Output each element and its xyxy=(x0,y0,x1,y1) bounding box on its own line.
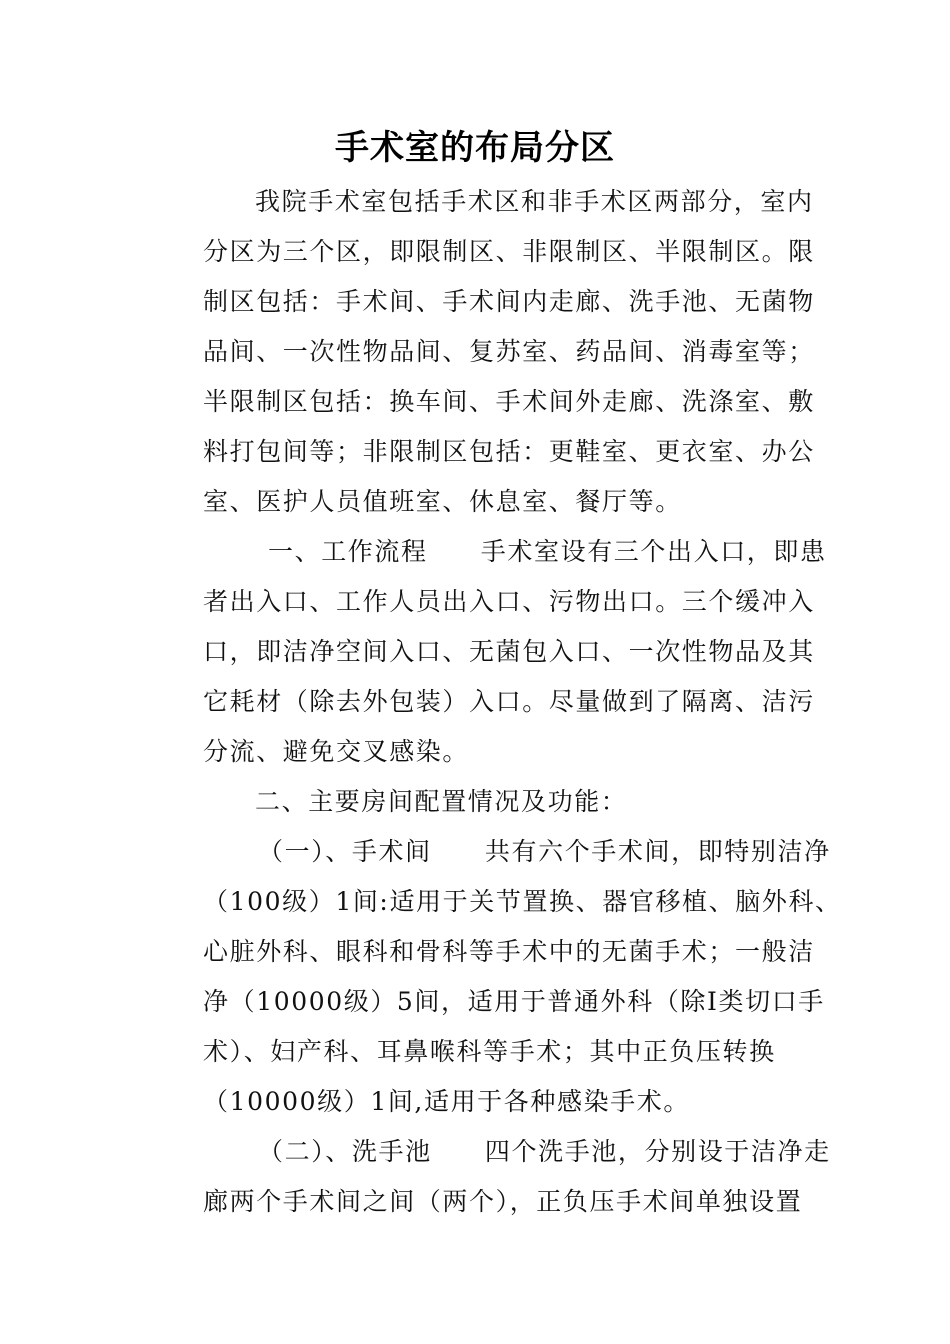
body-line-6: 料打包间等；非限制区包括：更鞋室、更衣室、办公 xyxy=(203,437,815,466)
body-line-4: 品间、一次性物品间、复苏室、药品间、消毒室等； xyxy=(203,337,815,366)
subsection-operating-rooms: （一）、手术间 共有六个手术间，即特别洁净 xyxy=(258,837,831,866)
body-line-9: 者出入口、工作人员出入口、污物出口。三个缓冲入 xyxy=(203,587,815,616)
body-line-18: 术）、妇产科、耳鼻喉科等手术；其中正负压转换 xyxy=(203,1037,776,1066)
body-line-19: （10000级）1间,适用于各种感染手术。 xyxy=(203,1087,690,1116)
body-line-3: 制区包括：手术间、手术间内走廊、洗手池、无菌物 xyxy=(203,287,815,316)
body-line-7: 室、医护人员值班室、休息室、餐厅等。 xyxy=(203,487,682,516)
subsection-scrub-sinks: （二）、洗手池 四个洗手池，分别设于洁净走 xyxy=(258,1137,831,1166)
body-line-15: （100级）1间:适用于关节置换、器官移植、脑外科、 xyxy=(203,887,842,916)
body-line-10: 口，即洁净空间入口、无菌包入口、一次性物品及其 xyxy=(203,637,815,666)
body-line-21: 廊两个手术间之间（两个），正负压手术间单独设置 xyxy=(203,1187,803,1216)
body-line-12: 分流、避免交叉感染。 xyxy=(203,737,470,766)
body-line-5: 半限制区包括：换车间、手术间外走廊、洗涤室、敷 xyxy=(203,387,815,416)
document-title: 手术室的布局分区 xyxy=(335,128,615,168)
body-line-11: 它耗材（除去外包装）入口。尽量做到了隔离、洁污 xyxy=(203,687,815,716)
body-line-16: 心脏外科、眼科和骨科等手术中的无菌手术；一般洁 xyxy=(203,937,815,966)
section-heading-workflow: 一、工作流程 手术室设有三个出入口，即患 xyxy=(268,537,827,566)
body-line-17: 净（10000级）5间，适用于普通外科（除Ⅰ类切口手 xyxy=(203,987,825,1016)
body-line-2: 分区为三个区，即限制区、非限制区、半限制区。限 xyxy=(203,237,815,266)
body-line-1: 我院手术室包括手术区和非手术区两部分，室内 xyxy=(255,187,814,216)
section-heading-rooms: 二、主要房间配置情况及功能： xyxy=(255,787,628,816)
